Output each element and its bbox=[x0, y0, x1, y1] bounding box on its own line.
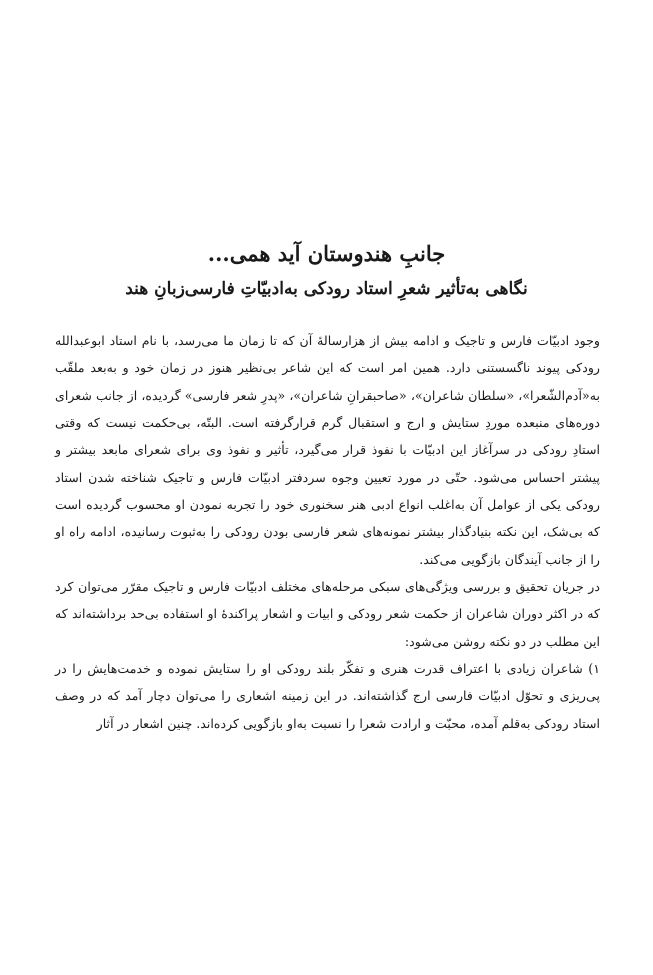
article-body bbox=[55, 327, 600, 737]
list-item-text: شاعران زیادی با اعتراف قدرت هنری و تفکّر بلند رودکی او را ستایش نموده و خدمت‌هایش را در پی‌ریزی و تحوّل ادبیّات فارسی ارج گذاشته‌اند. در این زمینه اشعاری را می‌توان دچار آمد که در وصف استاد رودکی به‌قلم آمده، محبّت و ارادت شعرا را نسبت به‌او بازگویی کرده‌اند. چنین اشعار در آثار bbox=[55, 661, 600, 731]
paragraph-1: وجود ادبیّات فارس و تاجیک و ادامه بیش از هزارسالهٔ آن که تا زمان ما می‌رسد، با نام استاد ابوعبدالله رودکی پیوند ناگسستنی دارد. همین امر است که این شاعر بی‌نظیر هنوز در زمان خود و به‌بعد ملقّب به«آدم‌الشّعرا»، «سلطان شاعران»، «صاحبقرانِ شاعران»، «پدرِ شعر فارسی» گردیده، از جانب شعرای دوره‌های منبعده موردِ ستایش و ارج و استقبال گرم قرارگرفته است. البتّه، بی‌حکمت نیست که وقتی استادِ رودکی در سرآغاز این ادبیّات با نفوذ قرار می‌گیرد، تأثیر و نفوذ وی برای شعرای مابعد بیشتر و پیشتر احساس می‌شود. حتّی در مورد تعیین وجوه سردفتر ادبیّات فارس و تاجیک شناخته شدن استاد رودکی یکی از عوامل آن به‌اغلب انواع ادبی هنر سخنوری خود را تجربه نمودن او محسوب گردیده است که بی‌شک، این نکته بنیادگذار بیشتر نمونه‌های شعر فارسی بودن رودکی را به‌ثبوت رسانیده، ادامه راه او را از جانب آیندگان بازگویی می‌کند. bbox=[55, 333, 600, 567]
article-subtitle: نگاهی به‌تأثیر شعرِ استاد رودکی به‌ادبیّاتِ فارسی‌زبانِ هند bbox=[125, 279, 528, 299]
list-item-number: ۱) bbox=[588, 661, 600, 677]
paragraph-2: در جریان تحقیق و بررسی ویژگی‌های سبکی مرحله‌های مختلف ادبیّات فارس و تاجیک مقرّر می‌توان کرد که در اکثر دوران شاعران از حکمت شعر رودکی و ابیات و اشعار پراکندهٔ او استفاده بی‌حد برداشته‌اند که این مطلب در دو نکته روشن می‌شود: bbox=[55, 579, 600, 649]
list-item-1 bbox=[55, 655, 600, 737]
article-title: جانبِ هندوستان آید همی... bbox=[207, 241, 446, 266]
